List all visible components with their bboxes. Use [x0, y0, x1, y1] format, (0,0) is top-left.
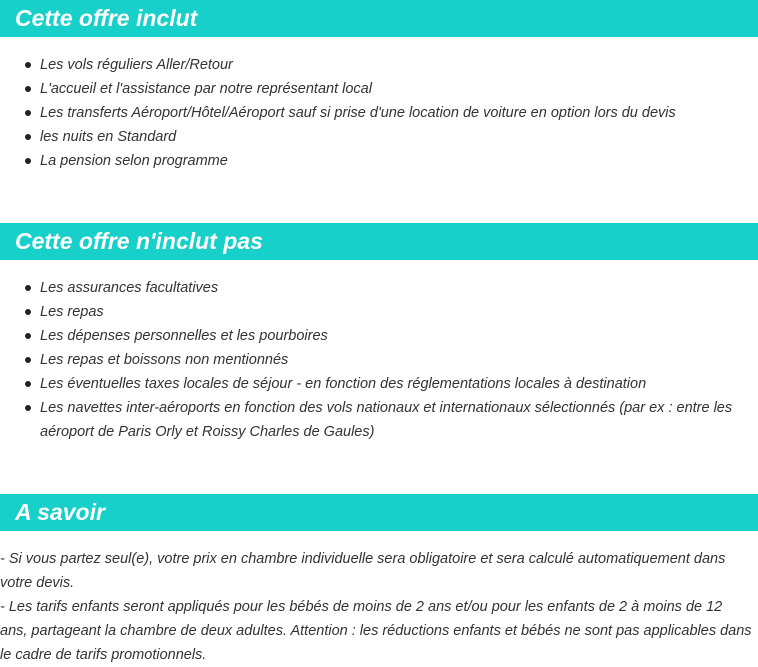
- info-paragraph: - Les tarifs enfants seront appliqués pour les bébés de moins de 2 ans et/ou pour les enfants de 2 à moins de 12 ans, partageant la chambre de deux adultes. Attention : les réductions enfants et bébés ne sont pas applicables dans le cadre de tarifs promotionnels.: [0, 599, 752, 663]
- list-item: Les repas: [0, 300, 758, 324]
- includes-list: [0, 37, 758, 173]
- list-item: Les navettes inter-aéroports en fonction des vols nationaux et internationaux sélectionnés (par ex : entre les aéroport de Paris Orly et Roissy Charles de Gaules): [0, 396, 758, 444]
- info-notes: [0, 531, 758, 667]
- section-title: A savoir: [15, 499, 105, 525]
- section-header-excludes: [0, 223, 758, 260]
- list-item: La pension selon programme: [0, 149, 758, 173]
- section-header-info: [0, 494, 758, 531]
- section-info: [0, 494, 758, 667]
- list-item: Les dépenses personnelles et les pourboires: [0, 324, 758, 348]
- section-title: Cette offre inclut: [15, 5, 198, 31]
- list-item: L'accueil et l'assistance par notre représentant local: [0, 77, 758, 101]
- list-item: Les assurances facultatives: [0, 276, 758, 300]
- section-title: Cette offre n'inclut pas: [15, 228, 263, 254]
- excludes-list: [0, 260, 758, 444]
- list-item: Les vols réguliers Aller/Retour: [0, 53, 758, 77]
- list-item: les nuits en Standard: [0, 125, 758, 149]
- info-paragraph: - Si vous partez seul(e), votre prix en chambre individuelle sera obligatoire et sera calculé automatiquement dans votre devis.: [0, 551, 726, 591]
- section-excludes: [0, 223, 758, 444]
- list-item: Les transferts Aéroport/Hôtel/Aéroport sauf si prise d'une location de voiture en option lors du devis: [0, 101, 758, 125]
- section-includes: [0, 0, 758, 173]
- list-item: Les éventuelles taxes locales de séjour - en fonction des réglementations locales à destination: [0, 372, 758, 396]
- list-item: Les repas et boissons non mentionnés: [0, 348, 758, 372]
- section-header-includes: [0, 0, 758, 37]
